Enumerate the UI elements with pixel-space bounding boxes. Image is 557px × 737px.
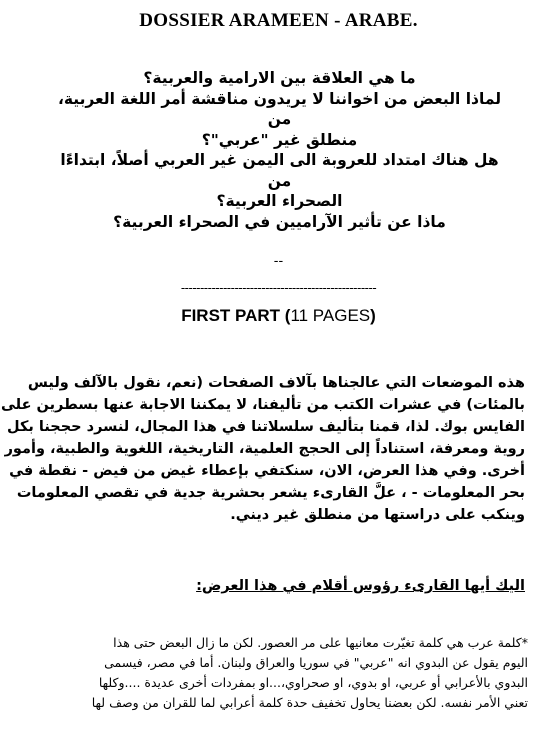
part-heading-bold: FIRST PART ( bbox=[181, 306, 291, 325]
question-line: ما هي العلاقة بين الارامية والعربية؟ bbox=[143, 69, 416, 87]
document-title: DOSSIER ARAMEEN - ARABE. bbox=[139, 10, 418, 31]
footnote-line: *كلمة عرب هي كلمة تغيّرت معانيها على مر العصور. لكن ما زال البعض حتى هذا bbox=[113, 635, 528, 650]
footnote-paragraph bbox=[30, 633, 528, 713]
long-separator: --------------------------------------------------- bbox=[180, 281, 377, 295]
footnote-line: تعني الأمر نفسه. لكن بعضنا يحاول تخفيف حدة كلمة أعرابي لما للقران من وصف لها bbox=[91, 695, 528, 710]
question-line: منطلق غير "عربي"؟ bbox=[201, 130, 358, 149]
body-line: بالمئات) في عشرات الكتب من تأليفنا، لا يمكننا الاجابة عنها بسطرين على bbox=[1, 397, 525, 413]
section-subheading: اليك أيها القارىء رؤوس أقلام في هذا العرض: bbox=[196, 578, 525, 594]
part-heading-close: ) bbox=[370, 306, 376, 325]
question-line: لماذا البعض من اخواننا لا يريدون مناقشة أمر اللغة العربية، من bbox=[57, 89, 502, 128]
question-line: الصحراء العربية؟ bbox=[216, 192, 343, 210]
body-line: بحر المعلومات - ، علَّ القارىء يشعر بحشرية جدية في تقصي المعلومات bbox=[16, 485, 525, 501]
question-line: ماذا عن تأثير الآراميين في الصحراء العربية؟ bbox=[113, 212, 446, 231]
part-heading bbox=[0, 306, 557, 326]
footnote-line: البدوي بالأعرابي أو عربي، او بدوي، او صحراوي،...او بمفردات أخرى عديدة ....وكلها bbox=[98, 675, 528, 690]
body-line: أخرى. وفي هذا العرض، الان، سنكتفي بإعطاء غيض من فيض - نقطة في bbox=[9, 463, 525, 479]
body-line: وينكب على دراستها من منطلق غير ديني. bbox=[230, 507, 525, 523]
part-heading-pages: 11 PAGES bbox=[290, 306, 371, 325]
short-separator: -- bbox=[273, 254, 284, 269]
body-line: الفايس بوك. لذا، قمنا بتأليف سلسلاتنا في هذا المجال، لنسرد حججنا بكل bbox=[7, 419, 525, 435]
questions-block bbox=[52, 68, 507, 232]
question-line: هل هناك امتداد للعروبة الى اليمن غير العربي أصلاً، ابتداءًا من bbox=[60, 151, 499, 190]
body-line: روية ومعرفة، استناداً إلى الحجج العلمية، التاريخية، اللغوية والطبية، وأمور bbox=[4, 441, 525, 457]
body-paragraph bbox=[1, 372, 525, 526]
body-line: هذه الموضعات التي عالجناها بآلاف الصفحات (نعم، نقول بالآلف وليس bbox=[27, 375, 525, 391]
footnote-line: اليوم يقول عن البدوي انه "عربي" في سوريا والعراق ولبنان. أما في مصر، فيسمى bbox=[104, 655, 528, 670]
